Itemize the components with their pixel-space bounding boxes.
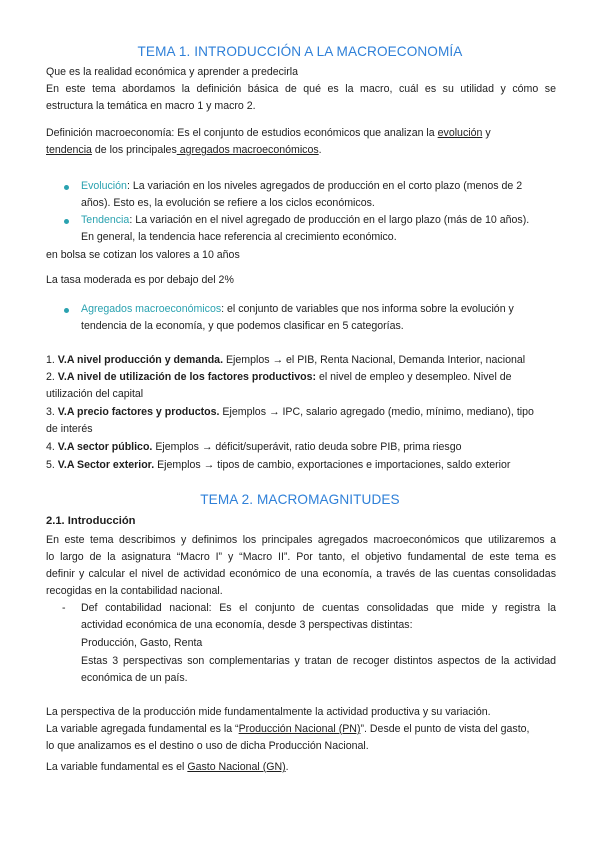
definition-conjunction: y bbox=[482, 127, 491, 139]
item-title: V.A nivel de utilización de los factores productivos: bbox=[57, 371, 317, 383]
item-text: el nivel de empleo y desempleo. Nivel de bbox=[316, 371, 512, 383]
item-title: V.A nivel producción y demanda. bbox=[57, 354, 224, 366]
tendencia-text: : La variación en el nivel agregado de producción en el largo plazo (más de 10 años). bbox=[129, 214, 530, 226]
category-item-3 bbox=[46, 406, 534, 419]
dash-bullet: - bbox=[62, 602, 66, 614]
bullet-agregados-line-2: tendencia de la economía, y que podemos clasificar en 5 categorías. bbox=[81, 320, 404, 332]
category-item-1 bbox=[46, 354, 525, 367]
item-number: 1. bbox=[46, 354, 58, 366]
item-text: Ejemplos → IPC, salario agregado (medio, mínimo, mediano), tipo bbox=[219, 406, 534, 418]
bullet-dot bbox=[64, 308, 69, 313]
paragraph-line-3: definir y calcular el nivel de actividad económico de una economía, a través de las cuentas consolidadas bbox=[46, 568, 556, 580]
bullet-dot bbox=[64, 185, 69, 190]
contabilidad-line-2: actividad económica de una economía, desde 3 perspectivas distintas: bbox=[81, 619, 413, 631]
item-title: V.A sector público. bbox=[57, 441, 153, 453]
category-item-4 bbox=[46, 441, 462, 454]
note-tasa: La tasa moderada es por debajo del 2% bbox=[46, 274, 234, 286]
category-item-2-cont: utilización del capital bbox=[46, 388, 144, 400]
term-agregados-bullet: Agregados macroeconómicos bbox=[81, 303, 222, 315]
term-tendencia: tendencia bbox=[46, 144, 92, 156]
item-text: Ejemplos → el PIB, Renta Nacional, Demanda Interior, nacional bbox=[223, 354, 526, 366]
perspective-line-2 bbox=[46, 723, 556, 736]
pn-suffix: ”. Desde el punto de vista del gasto, bbox=[360, 723, 530, 735]
definition-mid: de los principales bbox=[91, 144, 177, 156]
tema2-title: TEMA 2. MACROMAGNITUDES bbox=[200, 492, 400, 507]
term-evolucion-bullet: Evolución bbox=[81, 180, 127, 192]
item-number: 2. bbox=[46, 371, 58, 383]
contabilidad-line-3: Producción, Gasto, Renta bbox=[81, 637, 203, 649]
perspective-line-1: La perspectiva de la producción mide fundamentalmente la actividad productiva y su variación. bbox=[46, 706, 491, 718]
contabilidad-line-1: Def contabilidad nacional: Es el conjunto de cuentas consolidadas que mide y registra la bbox=[81, 602, 556, 614]
definition-end: . bbox=[318, 144, 322, 156]
contabilidad-line-5: económica de un país. bbox=[81, 672, 188, 684]
category-item-3-cont: de interés bbox=[46, 423, 93, 435]
section-heading: 2.1. Introducción bbox=[46, 515, 136, 527]
agregados-text: : el conjunto de variables que nos informa sobre la evolución y bbox=[221, 303, 514, 315]
bullet-evolucion-line-1 bbox=[81, 180, 522, 193]
definition-line-2 bbox=[46, 144, 322, 157]
bullet-agregados-line-1 bbox=[81, 303, 514, 316]
term-gasto-nacional: Gasto Nacional (GN) bbox=[187, 761, 286, 773]
bullet-evolucion-line-2: años). Esto es, la evolución se refiere a los ciclos económicos. bbox=[81, 197, 375, 209]
perspective-line-3: lo que analizamos es el destino o uso de dicha Producción Nacional. bbox=[46, 740, 369, 752]
intro-line-3: estructura la temática en macro 1 y macro 2. bbox=[46, 100, 256, 112]
item-title: V.A Sector exterior. bbox=[57, 459, 155, 471]
gn-suffix: . bbox=[285, 761, 289, 773]
bullet-tendencia-line-2: En general, la tendencia hace referencia al crecimiento económico. bbox=[81, 231, 397, 243]
contabilidad-line-4: Estas 3 perspectivas son complementarias y tratan de recoger distintos aspectos de la actividad bbox=[81, 655, 556, 667]
item-text: Ejemplos → tipos de cambio, exportaciones e importaciones, saldo exterior bbox=[154, 459, 511, 471]
paragraph-line-2: lo largo de la asignatura “Macro I” y “Macro II”. Por tanto, el objetivo fundamental de este tema es bbox=[46, 551, 556, 563]
term-produccion-nacional: Producción Nacional (PN) bbox=[238, 723, 361, 735]
gasto-line bbox=[46, 761, 289, 774]
gn-prefix: La variable fundamental es el bbox=[46, 761, 188, 773]
bullet-tendencia-line-1 bbox=[81, 214, 529, 227]
paragraph-line-1: En este tema describimos y definimos los principales agregados macroeconómicos que utilizaremos a bbox=[46, 534, 556, 546]
item-title: V.A precio factores y productos. bbox=[57, 406, 220, 418]
note-bolsa: en bolsa se cotizan los valores a 10 años bbox=[46, 249, 240, 261]
paragraph-line-4: recogidas en la contabilidad nacional. bbox=[46, 585, 223, 597]
item-number: 3. bbox=[46, 406, 58, 418]
term-agregados: agregados macroeconómicos bbox=[176, 144, 319, 156]
pn-prefix: La variable agregada fundamental es la “ bbox=[46, 723, 239, 735]
intro-line-1: Que es la realidad económica y aprender a predecirla bbox=[46, 66, 299, 78]
evolucion-text: : La variación en los niveles agregados de producción en el corto plazo (menos de 2 bbox=[126, 180, 523, 192]
bullet-dot bbox=[64, 219, 69, 224]
term-tendencia-bullet: Tendencia bbox=[81, 214, 130, 226]
item-number: 5. bbox=[46, 459, 58, 471]
item-number: 4. bbox=[46, 441, 58, 453]
category-item-2 bbox=[46, 371, 512, 384]
term-evolucion: evolución bbox=[437, 127, 483, 139]
tema1-title: TEMA 1. INTRODUCCIÓN A LA MACROECONOMÍA bbox=[137, 44, 463, 59]
definition-text: Definición macroeconomía: Es el conjunto de estudios económicos que analizan la bbox=[46, 127, 435, 139]
category-item-5 bbox=[46, 459, 510, 472]
definition-line-1 bbox=[46, 127, 556, 140]
item-text: Ejemplos → déficit/superávit, ratio deuda sobre PIB, prima riesgo bbox=[152, 441, 462, 453]
intro-line-2: En este tema abordamos la definición básica de qué es la macro, cuál es su utilidad y cómo se bbox=[46, 83, 556, 95]
